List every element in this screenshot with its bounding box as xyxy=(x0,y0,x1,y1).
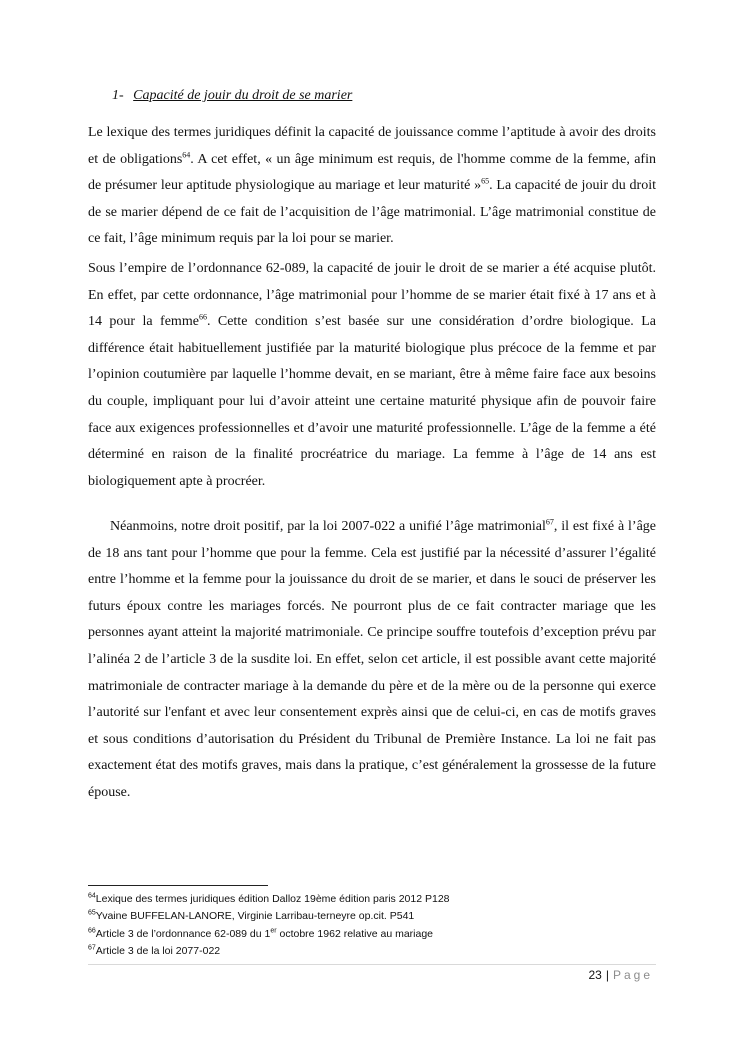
footnote-64 xyxy=(88,891,648,908)
footnotes xyxy=(88,891,648,961)
footnote-67 xyxy=(88,943,648,960)
paragraph-2 xyxy=(88,256,656,495)
page-footer xyxy=(588,968,653,982)
footer-separator-bar: | xyxy=(605,968,609,982)
footnote-ordinal: er xyxy=(270,927,277,935)
footnote-ref-65: 65 xyxy=(481,176,490,186)
section-number: 1- xyxy=(112,88,124,103)
paragraph-1-text-b: . A cet effet, « un âge minimum est requis, de l'homme comme de la femme, afin de présumer leur aptitude physiologique au mariage et leur maturité » xyxy=(88,151,656,194)
footnote-text: Yvaine BUFFELAN-LANORE, Virginie Larribau-terneyre op.cit. P541 xyxy=(95,910,415,923)
footnote-66 xyxy=(88,926,648,943)
page-label: Page xyxy=(612,968,653,982)
footnote-number: 65 xyxy=(88,909,96,917)
paragraph-1-text-c: . La capacité de jouir du droit de se marier dépend de ce fait de l’acquisition de l’âge matrimonial. L’âge matrimonial constitue de ce fait, l’âge minimum requis par la loi pour se marier. xyxy=(88,178,656,247)
paragraph-3-text-a: Néanmoins, notre droit positif, par la loi 2007-022 a unifié l’âge matrimonial xyxy=(110,519,546,534)
footnote-text: Lexique des termes juridiques édition Dalloz 19ème édition paris 2012 P128 xyxy=(95,893,450,905)
page-number: 23 xyxy=(588,968,602,982)
footnote-separator xyxy=(88,885,268,886)
footnote-65 xyxy=(88,908,648,925)
footnote-ref-67: 67 xyxy=(545,517,554,527)
footnote-number: 66 xyxy=(88,927,96,935)
section-title: Capacité de jouir du droit de se marier xyxy=(133,88,353,103)
footnote-ref-64: 64 xyxy=(182,149,191,159)
footnote-number: 64 xyxy=(88,892,96,900)
footer-separator xyxy=(88,964,656,965)
paragraph-3-text-b: , il est fixé à l’âge de 18 ans tant pour l’homme que pour la femme. Cela est justifié par la nécessité d’assurer l’égalité entre l’homme et la femme pour la jouissance du droit de se marier, et dans le souci de préserver les futurs époux contre les mariages forcés. Ne pourront plus de ce fait contracter mariage que les personnes ayant atteint la majorité matrimoniale. Ce principe souffre toutefois d’exception prévu par l’alinéa 2 de l’article 3 de la susdite loi. En effet, selon cet article, il est possible avant cette majorité matrimoniale de contracter mariage à la demande du père et de la mère ou de la personne qui exerce l’autorité sur l'enfant et avec leur consentement exprès ainsi que de celui-ci, en cas de motifs graves et sous conditions d’autorisation du Président du Tribunal de Première Instance. La loi ne fait pas exactement état des motifs graves, mais dans la pratique, c’est généralement la grossesse de la future épouse. xyxy=(88,519,656,800)
footnote-number: 67 xyxy=(88,944,96,952)
footnote-text-b: octobre 1962 relative au mariage xyxy=(276,927,434,940)
paragraph-1-text-a: Le lexique des termes juridiques définit la capacité de jouissance comme l’aptitude à avoir des droits et de obligations xyxy=(88,125,656,167)
section-heading xyxy=(112,88,352,104)
footnote-text: Article 3 de la loi 2077-022 xyxy=(95,945,221,958)
paragraph-2-text-b: . Cette condition s’est basée sur une considération d’ordre biologique. La différence était habituellement justifiée par la maturité biologique plus précoce de la femme et par l’opinion coutumière par laquelle l’homme devait, en se mariant, être à même faire face aux besoins du couple, impliquant pour lui d’avoir atteint une certaine maturité physique afin de pouvoir faire face aux exigences professionnelles et d’avoir une maturité professionnelle. L’âge de la femme a été déterminé en raison de la finalité procréatrice du mariage. La femme à l’âge de 14 ans est biologiquement apte à procréer. xyxy=(88,314,657,489)
paragraph-3 xyxy=(88,514,656,807)
paragraph-1 xyxy=(88,120,656,253)
paragraph-2-text-a: Sous l’empire de l’ordonnance 62-089, la capacité de jouir le droit de se marier a été acquise plutôt. En effet, par cette ordonnance, l’âge matrimonial pour l’homme de se marier était fixé à 17 ans et à 14 pour la femme xyxy=(88,261,656,330)
footnote-ref-66: 66 xyxy=(198,312,207,322)
footnote-text-a: Article 3 de l’ordonnance 62-089 du 1 xyxy=(95,927,271,940)
